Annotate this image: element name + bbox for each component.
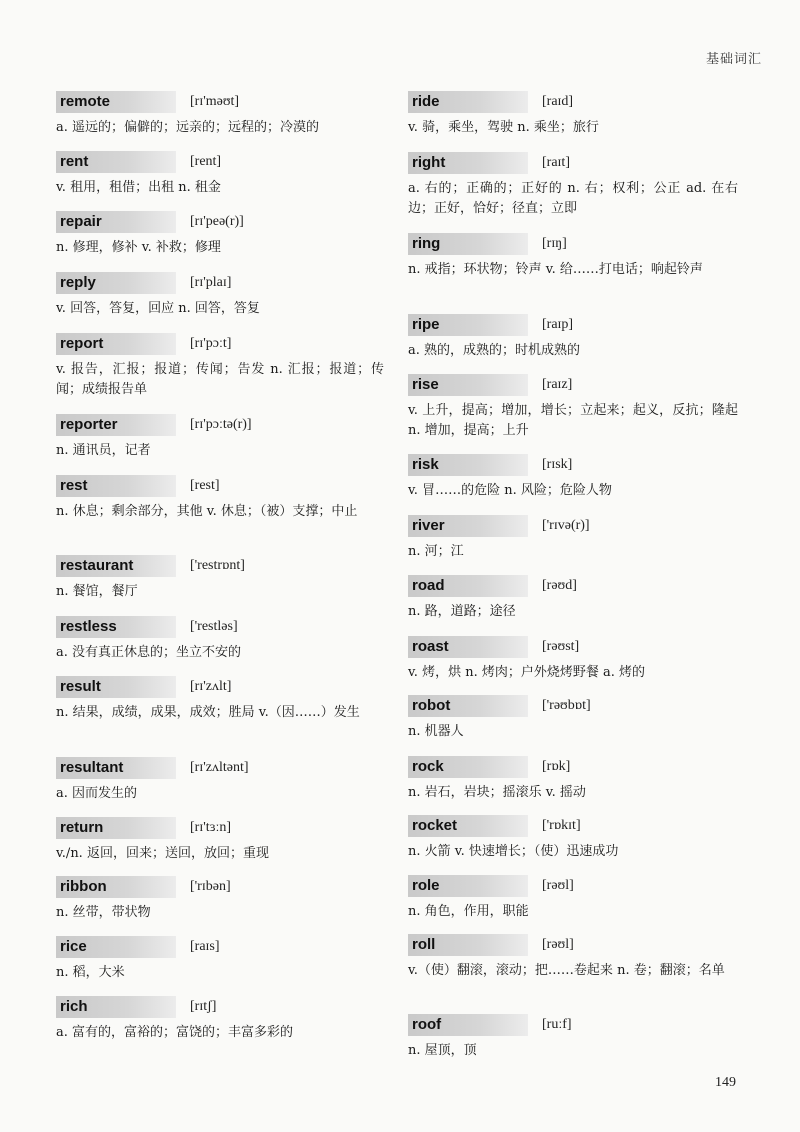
entry-restless: [56, 615, 384, 663]
headword: rich: [56, 996, 176, 1018]
phonetic: [rɪŋ]: [542, 236, 567, 251]
headword: role: [408, 875, 528, 897]
definition: n. 休息；剩余部分，其他 v. 休息；（被）支撑；中止: [56, 504, 358, 519]
headword: right: [408, 152, 528, 174]
phonetic: [ruːf]: [542, 1017, 572, 1032]
headword: road: [408, 575, 528, 597]
definition: n. 岩石，岩块；摇滚乐 v. 摇动: [408, 785, 586, 800]
headword: rent: [56, 151, 176, 173]
definition: a. 没有真正休息的；坐立不安的: [56, 645, 242, 660]
headword: rise: [408, 374, 528, 396]
headword: roast: [408, 636, 528, 658]
entry-remote: [56, 90, 384, 138]
headword: rocket: [408, 815, 528, 837]
phonetic: [rɪtʃ]: [190, 999, 217, 1014]
definition: n. 丝带，带状物: [56, 905, 151, 920]
entry-road: [408, 574, 738, 622]
definition: a. 遥远的；偏僻的；远亲的；远程的；冷漠的: [56, 120, 320, 135]
headword: roll: [408, 934, 528, 956]
phonetic: [rɒk]: [542, 759, 571, 774]
page-number: 149: [715, 1075, 736, 1090]
entry-rent: [56, 150, 384, 198]
definition: n. 稻，大米: [56, 965, 125, 980]
definition: v. 骑，乘坐，驾驶 n. 乘坐；旅行: [408, 120, 599, 135]
entry-roast: [408, 635, 738, 683]
entry-river: [408, 514, 738, 562]
definition: n. 餐馆，餐厅: [56, 584, 138, 599]
phonetic: [rɪ'tɜːn]: [190, 820, 232, 835]
page-header-title: 基础词汇: [705, 52, 762, 67]
entry-return: [56, 816, 384, 864]
definition: v. 租用，租借；出租 n. 租金: [56, 180, 221, 195]
phonetic: [rəʊd]: [542, 578, 577, 593]
headword: reporter: [56, 414, 176, 436]
definition: n. 戒指；环状物；铃声 v. 给……打电话；响起铃声: [408, 262, 703, 277]
entry-ribbon: [56, 875, 384, 923]
entry-roll: [408, 933, 738, 981]
phonetic: [rəʊst]: [542, 639, 580, 654]
entry-rise: [408, 373, 738, 441]
headword: reply: [56, 272, 176, 294]
entry-report: [56, 332, 384, 400]
definition: v. 上升，提高；增加，增长；立起来；起义，反抗；隆起 n. 增加，提高；上升: [408, 403, 738, 438]
entry-restaurant: [56, 554, 384, 602]
phonetic: [rest]: [190, 478, 220, 493]
definition: v./n. 返回，回来；送回，放回；重现: [56, 846, 269, 861]
phonetic: [rəʊl]: [542, 937, 574, 952]
headword: result: [56, 676, 176, 698]
entry-rice: [56, 935, 384, 983]
entry-right: [408, 151, 738, 219]
entry-risk: [408, 453, 738, 501]
definition: n. 修理，修补 v. 补救；修理: [56, 240, 221, 255]
headword: return: [56, 817, 176, 839]
entry-ring: [408, 232, 738, 280]
headword: report: [56, 333, 176, 355]
definition: v.（使）翻滚，滚动；把……卷起来 n. 卷；翻滚；名单: [408, 963, 725, 978]
definition: v. 报告，汇报；报道；传闻；告发 n. 汇报；报道；传闻；成绩报告单: [56, 362, 384, 397]
headword: repair: [56, 211, 176, 233]
phonetic: [rɪ'plaɪ]: [190, 275, 232, 290]
headword: rice: [56, 936, 176, 958]
definition: a. 熟的，成熟的；时机成熟的: [408, 343, 581, 358]
headword: ribbon: [56, 876, 176, 898]
headword: rock: [408, 756, 528, 778]
headword: risk: [408, 454, 528, 476]
definition: n. 河；江: [408, 544, 464, 559]
definition: n. 机器人: [408, 724, 464, 739]
phonetic: [rɪ'məʊt]: [190, 94, 240, 109]
definition: n. 通讯员，记者: [56, 443, 151, 458]
definition: a. 富有的，富裕的；富饶的；丰富多彩的: [56, 1025, 294, 1040]
entry-repair: [56, 210, 384, 258]
entry-reply: [56, 271, 384, 319]
headword: remote: [56, 91, 176, 113]
phonetic: [rɪ'pɔːt]: [190, 336, 232, 351]
entry-rich: [56, 995, 384, 1043]
phonetic: [rəʊl]: [542, 878, 574, 893]
phonetic: ['rɪbən]: [190, 879, 231, 894]
definition: n. 火箭 v. 快速增长；（使）迅速成功: [408, 844, 619, 859]
phonetic: [rent]: [190, 154, 222, 169]
phonetic: [rɪsk]: [542, 457, 573, 472]
definition: v. 冒……的危险 n. 风险；危险人物: [408, 483, 612, 498]
headword: river: [408, 515, 528, 537]
phonetic: [raɪt]: [542, 155, 570, 170]
entry-roof: [408, 1013, 738, 1061]
phonetic: [rɪ'peə(r)]: [190, 214, 244, 229]
definition: a. 右的；正确的；正好的 n. 右；权利；公正 ad. 在右边；正好，恰好；径直；立即: [408, 181, 738, 216]
definition: n. 路，道路；途径: [408, 604, 516, 619]
entry-role: [408, 874, 738, 922]
phonetic: ['restrɒnt]: [190, 558, 245, 573]
phonetic: [raɪd]: [542, 94, 574, 109]
headword: robot: [408, 695, 528, 717]
phonetic: ['rɒkɪt]: [542, 818, 581, 833]
definition: v. 烤，烘 n. 烤肉；户外烧烤野餐 a. 烤的: [408, 665, 645, 680]
entry-resultant: [56, 756, 384, 804]
phonetic: ['rɪvə(r)]: [542, 518, 590, 533]
entry-reporter: [56, 413, 384, 461]
entry-rock: [408, 755, 738, 803]
phonetic: ['restləs]: [190, 619, 238, 634]
headword: roof: [408, 1014, 528, 1036]
definition: n. 结果，成绩，成果，成效；胜局 v.（因……）发生: [56, 705, 360, 720]
entry-robot: [408, 694, 738, 742]
definition: a. 因而发生的: [56, 786, 138, 801]
headword: ride: [408, 91, 528, 113]
entry-result: [56, 675, 384, 723]
phonetic: [raɪp]: [542, 317, 574, 332]
headword: resultant: [56, 757, 176, 779]
headword: restless: [56, 616, 176, 638]
phonetic: [raɪz]: [542, 377, 573, 392]
definition: n. 屋顶，顶: [408, 1043, 477, 1058]
headword: ripe: [408, 314, 528, 336]
entry-ride: [408, 90, 738, 138]
phonetic: [rɪ'zʌltənt]: [190, 760, 249, 775]
entry-ripe: [408, 313, 738, 361]
entry-rest: [56, 474, 384, 522]
entry-rocket: [408, 814, 738, 862]
headword: restaurant: [56, 555, 176, 577]
phonetic: [rɪ'pɔːtə(r)]: [190, 417, 252, 432]
definition: v. 回答，答复，回应 n. 回答，答复: [56, 301, 260, 316]
headword: ring: [408, 233, 528, 255]
phonetic: ['rəʊbɒt]: [542, 698, 591, 713]
phonetic: [raɪs]: [190, 939, 220, 954]
headword: rest: [56, 475, 176, 497]
definition: n. 角色，作用，职能: [408, 904, 529, 919]
phonetic: [rɪ'zʌlt]: [190, 679, 232, 694]
